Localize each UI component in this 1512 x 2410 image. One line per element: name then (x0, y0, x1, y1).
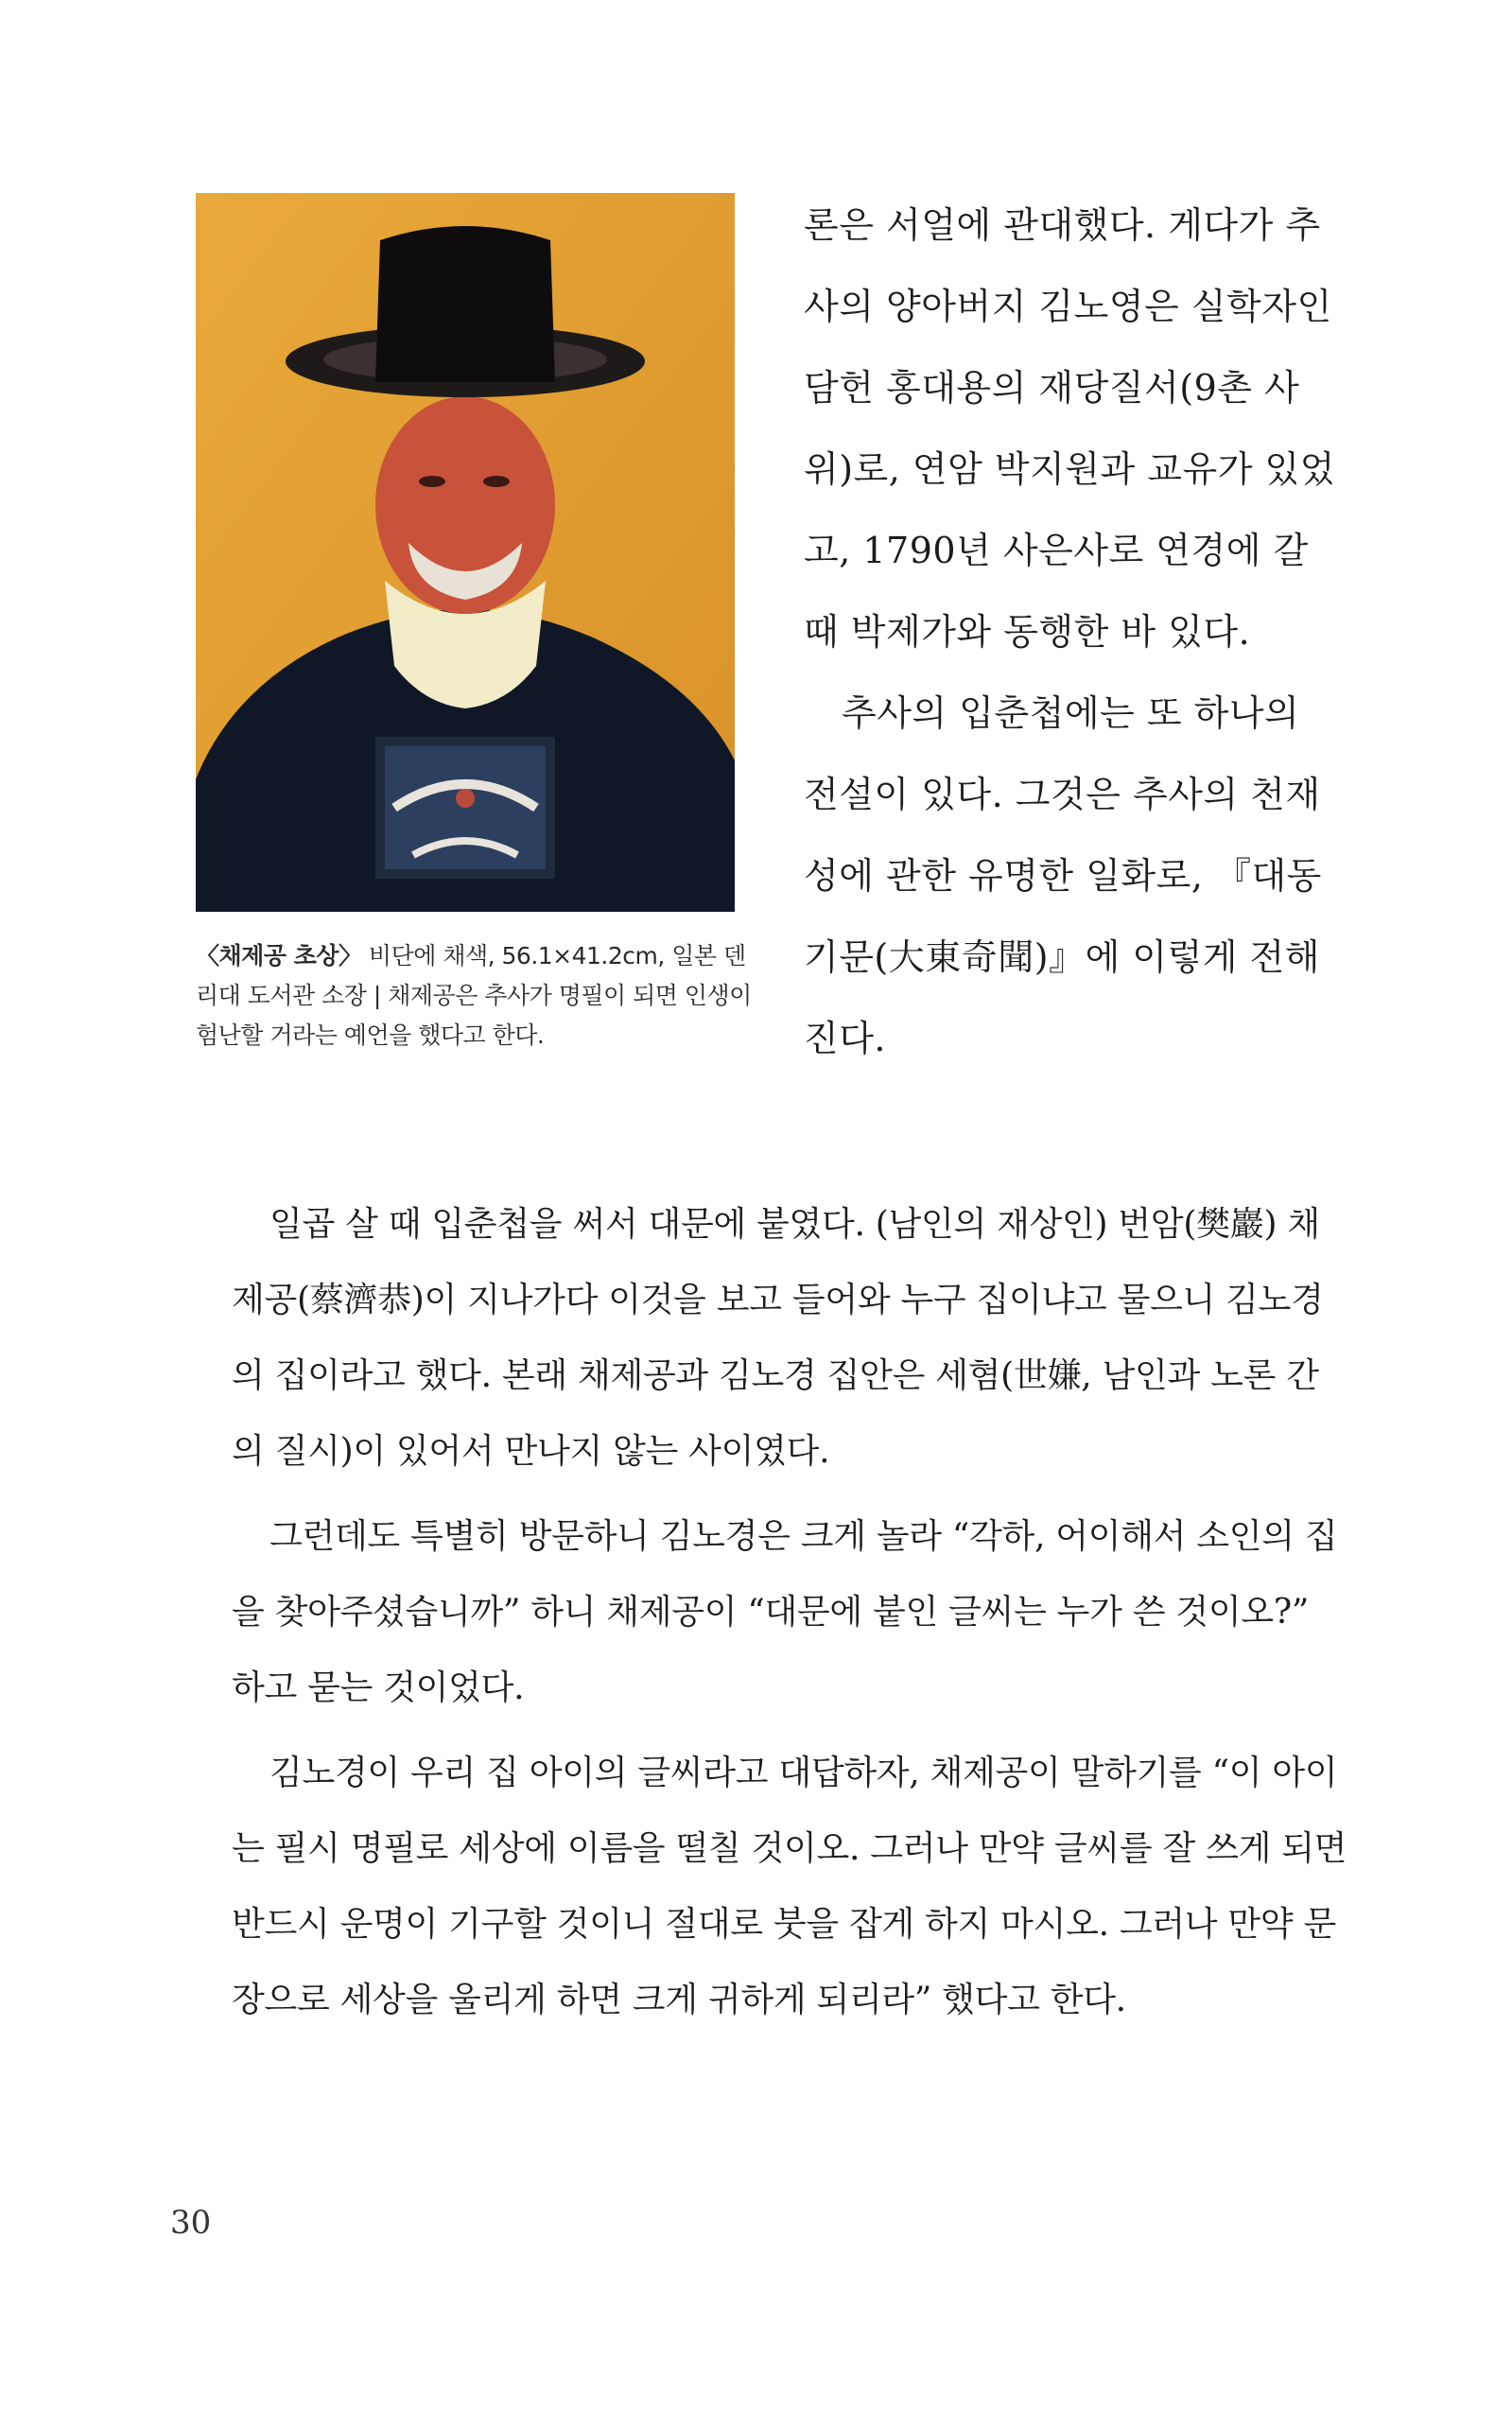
body-paragraph-3: 김노경이 우리 집 아이의 글씨라고 대답하자, 채제공이 말하기를 “이 아이는 필시 명필로 세상에 이름을 떨칠 것이오. 그러나 만약 글씨를 잘 쓰게 되면 반드시 운명이 기구할 것이니 절대로 붓을 잡게 하지 마시오. 그러나 만약 문장으로 세상을 울리게 하면 크게 귀하게 되리라” 했다고 한다. (232, 1754, 1347, 2019)
body-paragraph-1: 일곱 살 때 입춘첩을 써서 대문에 붙였다. (남인의 재상인) 번암(樊巖) 채제공(蔡濟恭)이 지나가다 이것을 보고 들어와 누구 집이냐고 물으니 김노경의 집이라고 했다. 본래 채제공과 김노경 집안은 세혐(世嫌, 남인과 노론 간의 질시)이 있어서 만나지 않는 사이였다. (232, 1205, 1324, 1471)
portrait-illustration (196, 193, 735, 912)
page-number: 30 (170, 2204, 212, 2242)
right-paragraph-2: 추사의 입춘첩에는 또 하나의 전설이 있다. 그것은 추사의 천재성에 관한 유명한 일화로, 『대동기문(大東奇聞)』에 이렇게 전해진다. (804, 692, 1322, 1059)
caption-text: 비단에 채색, 56.1×41.2cm, 일본 덴리대 도서관 소장 | 채제공은 추사가 명필이 되면 인생이 험난할 거라는 예언을 했다고 한다. (196, 942, 752, 1049)
right-column-text (804, 184, 1343, 1079)
caption-title: 〈채제공 초상〉 (196, 942, 362, 969)
body-paragraph-2: 그런데도 특별히 방문하니 김노경은 크게 놀라 “각하, 어이해서 소인의 집을 찾아주셨습니까” 하니 채제공이 “대문에 붙인 글씨는 누가 쓴 것이오?” 하고 묻는 것이었다. (232, 1517, 1338, 1707)
figure-caption (196, 936, 754, 1056)
main-body-text (232, 1187, 1347, 2048)
portrait-image (196, 193, 735, 912)
right-paragraph-1: 론은 서얼에 관대했다. 게다가 추사의 양아버지 김노영은 실학자인 담헌 홍대용의 재당질서(9촌 사위)로, 연암 박지원과 교유가 있었고, 1790년 사은사로 연경에 갈 때 박제가와 동행한 바 있다. (804, 204, 1335, 653)
